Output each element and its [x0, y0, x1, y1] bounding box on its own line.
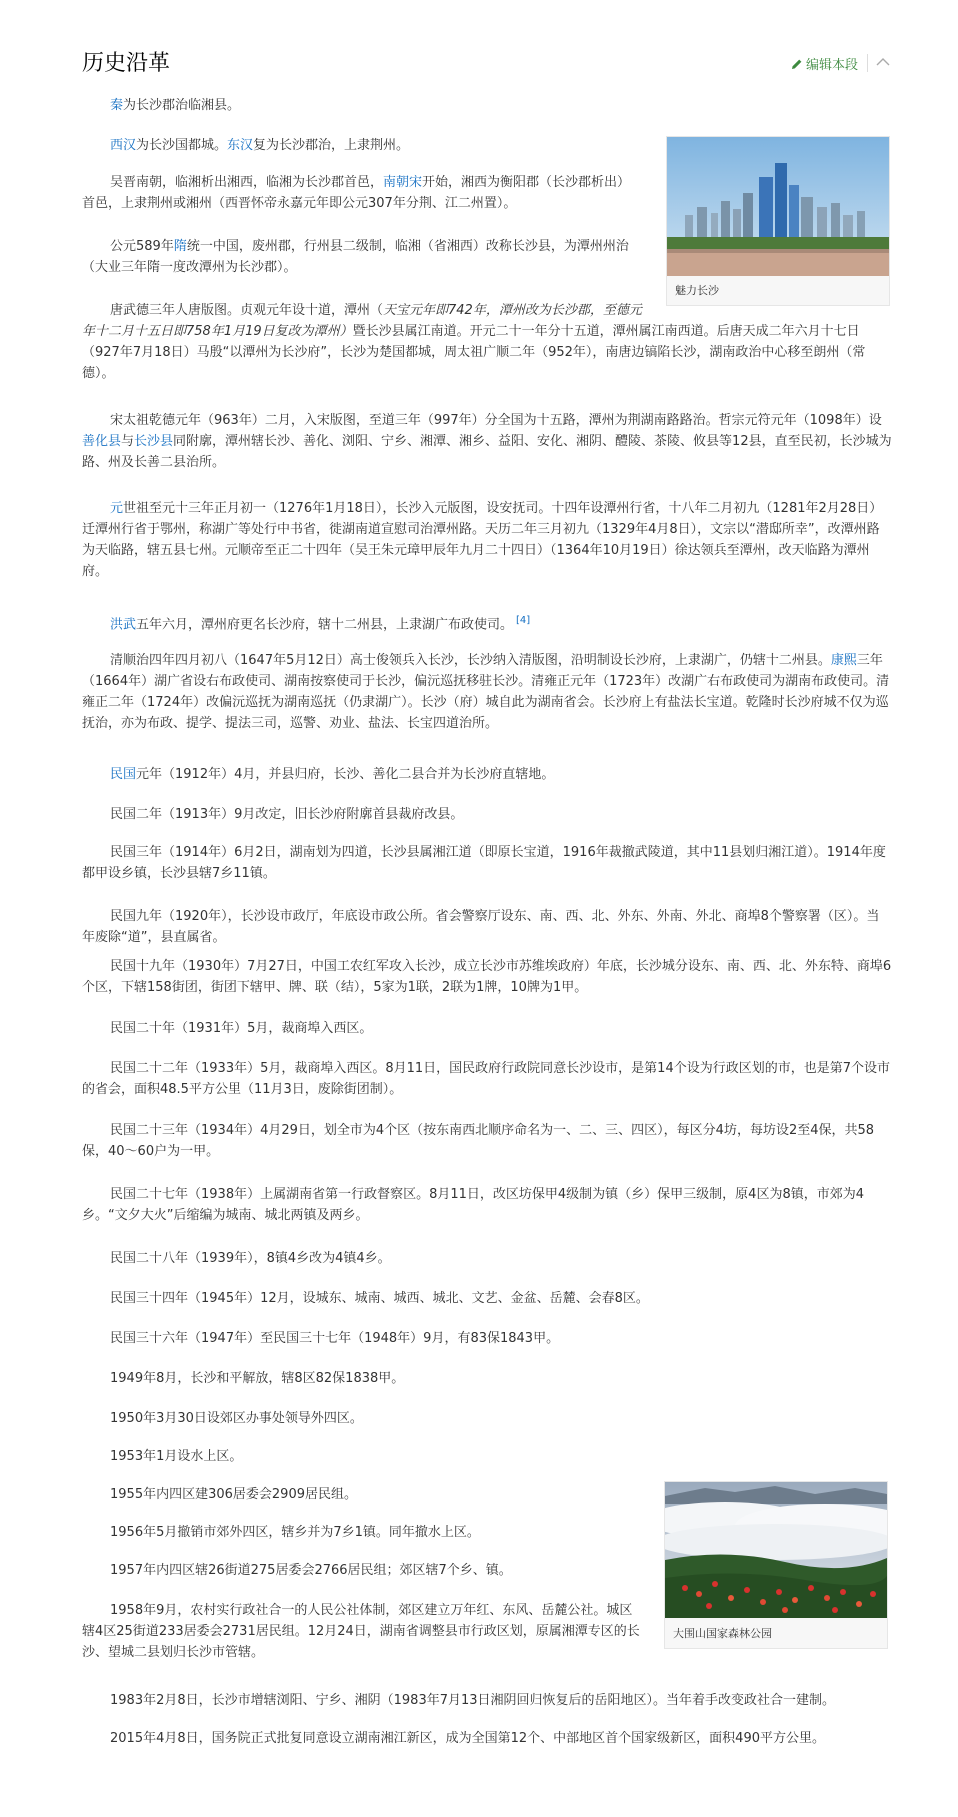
text-run: 同附廓，潭州辖长沙、善化、浏阳、宁乡、湘潭、湘乡、益阳、安化、湘阴、醴陵、茶陵、攸县等12县，直至民初，长沙城为路、州及长善二县治所。 — [82, 434, 892, 470]
wiki-link[interactable]: 善化县 — [82, 434, 122, 449]
paragraph — [82, 650, 892, 734]
text-run: 开始，湘西为衡阳郡（长沙郡析出）首邑，上隶荆州或湘州（西晋怀帝永嘉元年即公元307年分荆、江二州置）。 — [82, 175, 631, 211]
paragraph — [82, 1368, 892, 1389]
paragraph — [82, 842, 892, 884]
city-skyline-photo — [667, 137, 889, 276]
text-run: 民国三十四年（1945年）12月，设城东、城南、城西、城北、文艺、金盆、岳麓、会春8区。 — [110, 1291, 649, 1306]
text-run: 吴晋南朝，临湘析出湘西，临湘为长沙郡首邑， — [110, 175, 384, 190]
text-run: 2015年4月8日，国务院正式批复同意设立湖南湘江新区，成为全国第12个、中部地区首个国家级新区，面积490平方公里。 — [110, 1731, 825, 1746]
text-run: 民国二十二年（1933年）5月，裁商埠入西区。8月11日，国民政府行政院同意长沙设市，是第14个设为行政区划的市，也是第7个设市的省会，面积48.5平方公里（11月3日，废除街团制）。 — [82, 1061, 890, 1097]
paragraph — [82, 1484, 642, 1505]
citation-link[interactable]: [4] — [516, 615, 531, 626]
paragraph — [82, 1446, 892, 1467]
text-run: 民国十九年（1930年）7月27日，中国工农红军攻入长沙，成立长沙市苏维埃政府）年底，长沙城分设东、南、西、北、外东特、商埠6个区，下辖158街团，街团下辖甲、牌、联（结），5家为1联，2联为1牌，10牌为1甲。 — [82, 959, 892, 995]
paragraph — [82, 135, 642, 156]
text-run: 民国二十八年（1939年），8镇4乡改为4镇4乡。 — [110, 1251, 391, 1266]
paragraph — [82, 172, 642, 214]
edit-section-label: 编辑本段 — [805, 58, 858, 73]
text-run: 唐武德三年人唐版图。贞观元年设十道，潭州（ — [110, 303, 384, 318]
text-run: 1955年内四区建306居委会2909居民组。 — [110, 1487, 357, 1502]
text-run: 1953年1月设水上区。 — [110, 1449, 243, 1464]
wiki-link[interactable]: 元 — [110, 501, 124, 516]
text-run: 三年（1664年）湖广省设右布政使司、湖南按察使司于长沙，偏沅巡抚移驻长沙。清雍正元年（1723年）改湖广右布政使司为湖南布政使司。清雍正二年（1724年）改偏沅巡抚为湖南巡抚（仍隶湖广）。长沙（府）城自此为湖南省会。长沙府上有盐法长宝道。乾隆时长沙府城不仅为巡抚治，亦为布政、提学、提法三司，巡警、劝业、盐法、长宝四道治所。 — [82, 653, 890, 731]
text-run: 统一中国，废州郡，行州县二级制，临湘（省湘西）改称长沙县，为潭州州治（大业三年隋一度改潭州为长沙郡）。 — [82, 239, 629, 275]
wiki-link[interactable]: 南朝宋 — [383, 175, 423, 190]
text-run: 1957年内四区辖26街道275居委会2766居民组；郊区辖7个乡、镇。 — [110, 1563, 512, 1578]
text-run: 1950年3月30日设郊区办事处领导外四区。 — [110, 1411, 363, 1426]
paragraph — [82, 804, 892, 825]
paragraph — [82, 1728, 892, 1749]
paragraph — [82, 1058, 892, 1100]
text-run: 1983年2月8日，长沙市增辖浏阳、宁乡、湘阴（1983年7月13日湘阴回归恢复后的岳阳地区）。当年着手改变政社合一建制。 — [110, 1693, 836, 1708]
text-run: 1956年5月撤销市郊外四区，辖乡并为7乡1镇。同年撤水上区。 — [110, 1525, 480, 1540]
figure-city[interactable] — [666, 136, 890, 306]
text-run: 民国二十三年（1934年）4月29日，划全市为4个区（按东南西北顺序命名为一、二、三、四区），每区分4坊，每坊设2至4保，共58保，40～60户为一甲。 — [82, 1123, 875, 1159]
paragraph — [82, 410, 892, 473]
paragraph — [82, 956, 892, 998]
figure-forest[interactable] — [664, 1481, 888, 1649]
paragraph — [82, 1248, 892, 1269]
text-run: 为长沙郡治临湘县。 — [123, 98, 241, 113]
paragraph — [82, 1600, 642, 1663]
text-run: 元年（1912年）4月，并县归府，长沙、善化二县合并为长沙府直辖地。 — [136, 767, 555, 782]
paragraph — [82, 1018, 892, 1039]
paragraph — [82, 1690, 892, 1711]
text-run: 与 — [121, 434, 135, 449]
paragraph — [82, 764, 892, 785]
text-run: 1949年8月，长沙和平解放，辖8区82保1838甲。 — [110, 1371, 405, 1386]
text-run: 暨长沙县属江南道。开元二十一年分十五道，潭州属江南西道。后唐天成二年六月十七日（927年7月18日）马殷“以潭州为长沙府”，长沙为楚国都城，周太祖广顺二年（952年），南唐边镐陷长沙，湖南政治中心移至朗州（常德）。 — [82, 324, 866, 381]
text-run: 民国二年（1913年）9月改定，旧长沙府附廓首县裁府改县。 — [110, 807, 464, 822]
text-run: 1958年9月，农村实行政社合一的人民公社体制，郊区建立万年红、东风、岳麓公社。城区辖4区25街道233居委会2731居民组。12月24日，湖南省调整县市行政区划，原属湘潭专区的长沙、望城二县划归长沙市管辖。 — [82, 1603, 640, 1660]
text-run: 为长沙国都城。 — [136, 138, 228, 153]
wiki-link[interactable]: 洪武 — [110, 617, 137, 633]
paragraph — [82, 906, 892, 948]
text-run: 宋太祖乾德元年（963年）二月，入宋版图，至道三年（997年）分全国为十五路，潭州为荆湖南路路治。哲宗元符元年（1098年）设 — [110, 413, 882, 428]
wiki-link[interactable]: 民国 — [110, 767, 137, 782]
paragraph — [82, 1560, 642, 1581]
section-title: 历史沿革 — [82, 51, 171, 76]
text-run: 民国九年（1920年），长沙设市政厅，年底设市政公所。省会警察厅设东、南、西、北、外东、外南、外北、商埠8个警察署（区）。当年废除“道”，县直属省。 — [82, 909, 880, 945]
italic-note: 天宝元年即742年，潭州改为长沙郡，至德元年十二月十五日即758年1月19日复改为潭州） — [82, 303, 642, 339]
wiki-link[interactable]: 西汉 — [110, 138, 137, 153]
wiki-link[interactable]: 东汉 — [227, 138, 254, 153]
text-run: 民国二十七年（1938年）上属湖南省第一行政督察区。8月11日，改区坊保甲4级制为镇（乡）保甲三级制，原4区为8镇，市郊为4乡。“文夕大火”后缩编为城南、城北两镇及两乡。 — [82, 1187, 864, 1223]
forest-park-photo — [665, 1482, 887, 1618]
paragraph — [82, 236, 642, 278]
text-run: 复为长沙郡治，上隶荆州。 — [253, 138, 410, 153]
wiki-link[interactable]: 隋 — [173, 239, 187, 254]
paragraph — [82, 610, 892, 635]
paragraph — [82, 300, 892, 384]
paragraph — [82, 1522, 642, 1543]
text-run: 清顺治四年四月初八（1647年5月12日）高士俊领兵入长沙，长沙纳入清版图，沿明制设长沙府，上隶湖广，仍辖十二州县。 — [110, 653, 831, 668]
text-run: 民国三十六年（1947年）至民国三十七年（1948年）9月，有83保1843甲。 — [110, 1331, 560, 1346]
text-run: 民国二十年（1931年）5月，裁商埠入西区。 — [110, 1021, 373, 1036]
paragraph — [82, 95, 642, 116]
paragraph — [82, 1288, 892, 1309]
wiki-link[interactable]: 秦 — [110, 98, 124, 113]
paragraph — [82, 1408, 892, 1429]
paragraph — [82, 498, 892, 582]
paragraph — [82, 1120, 892, 1162]
text-run: 民国三年（1914年）6月2日，湖南划为四道，长沙县属湘江道（即原长宝道，1916年裁撤武陵道，其中11县划归湘江道）。1914年度都甲设乡镇，长沙县辖7乡11镇。 — [82, 845, 886, 881]
wiki-link[interactable]: 长沙县 — [134, 434, 174, 449]
text-run: 世祖至元十三年正月初一（1276年1月18日），长沙入元版图，设安抚司。十四年设潭州行省，十八年二月初九（1281年2月28日）迁潭州行省于鄂州，称湖广等处行中书省，徙湖南道宣慰司治潭州路。天历二年三月初九（1329年4月8日），文宗以“潜邸所幸”，改潭州路为天临路，辖五县七州。元顺帝至正二十四年（吴王朱元璋甲辰年九月二十四日）（1364年10月19日）徐达领兵至潭州，改天临路为潭州府。 — [82, 501, 883, 579]
figure-caption: 魅力长沙 — [675, 284, 719, 297]
figure-caption: 大围山国家森林公园 — [673, 1627, 772, 1640]
wiki-link[interactable]: 康熙 — [830, 653, 857, 668]
text-run: 五年六月，潭州府更名长沙府，辖十二州县，上隶湖广布政使司。 — [136, 617, 514, 633]
paragraph — [82, 1184, 892, 1226]
text-run: 公元589年 — [110, 239, 174, 254]
paragraph — [82, 1328, 892, 1349]
